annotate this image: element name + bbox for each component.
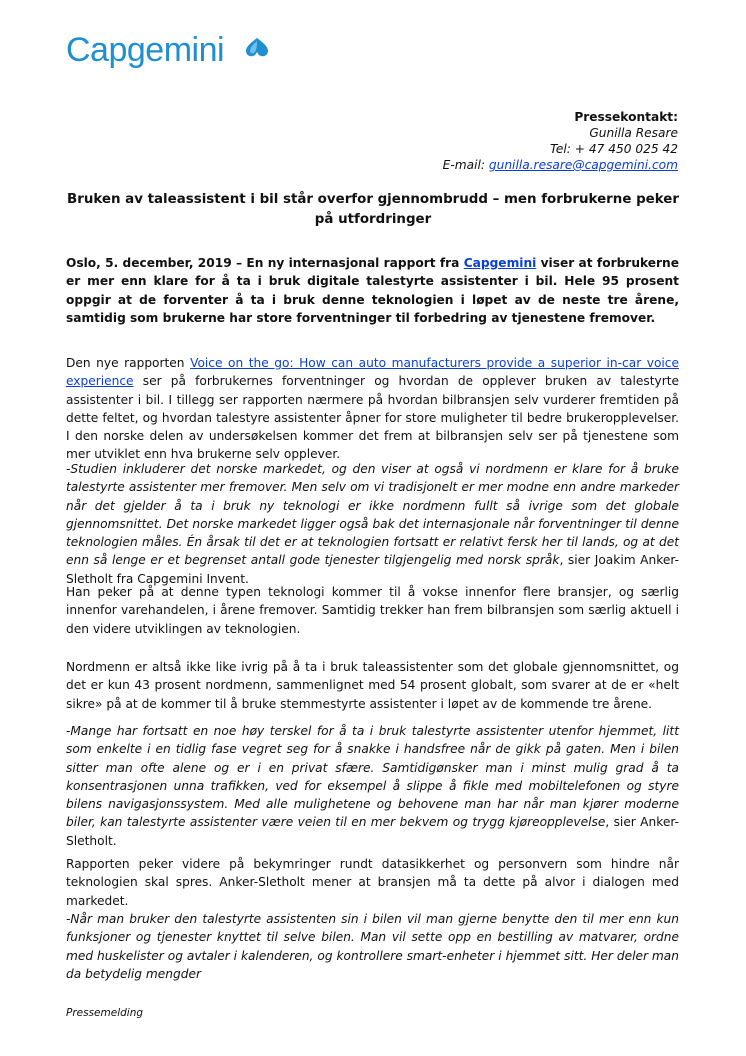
press-contact (443, 109, 678, 173)
capgemini-link[interactable]: Capgemini (463, 256, 537, 270)
contact-title: Pressekontakt: (574, 110, 678, 124)
contact-email-line (443, 157, 678, 173)
paragraph-privacy: Rapporten peker videre på bekymringer rundt datasikkerhet og personvern som hindre når teknologien skal spres. Anker-Sletholt mener at bransjen må ta dette på alvor i dialogen med markedet. (66, 857, 679, 908)
quote-paragraph-1 (66, 460, 679, 588)
spade-icon (244, 37, 270, 59)
paragraph-industries: Han peker på at denne typen teknologi kommer til å vokse innenfor flere bransjer, og særlig innenfor varehandelen, i årene fremover. Samtidig trekker han frem bilbransjen som særlig aktuell i den videre utviklingen av teknologien. (66, 585, 679, 636)
lead-paragraph (66, 254, 679, 327)
quote2-italic: -Mange har fortsatt en noe høy terskel for å ta i bruk talestyrte assistenter utenfor hjemmet, litt som enkelte i en tidlig fase vegret seg for å snakke i handsfree når de gikk på gaten. Men i bilen sitter man ofte alene og er i en privat sfære. Samtidigønsker man i minst mulig grad å ta konsentrasjonen unna trafikken, ved for eksempel å slippe å fikle med mobiltelefonen og styre bilens navigasjonssystem. Med alle mulighetene og behovene man har når man kjører moderne biler, kan talestyrte assistenter være veien til en mer bekvem og trygg kjøreopplevelse (66, 724, 679, 830)
lead-text-1: Oslo, 5. december, 2019 – En ny internasjonal rapport fra (66, 256, 464, 270)
page-footer: Pressemelding (66, 1007, 144, 1019)
capgemini-logo (66, 30, 224, 80)
p1-text-2: ser på forbrukernes forventninger og hvordan de opplever bruken av talestyrte assistenter i bil. I tillegg ser rapporten nærmere på hvordan bilbransjen selv vurderer fremtiden på dette feltet, og hvordan talestyre assistenter åpner for store muligheter til bedre brukeropplevelser. I den norske delen av undersøkelsen kommer det frem at bilbransjen selv ser på tjenestene som mer utviklet enn hva brukerne selv opplever. (66, 374, 679, 462)
report-link[interactable]: Voice on the go: How can auto manufacturers provide a superior in-car voice experience (66, 356, 679, 389)
paragraph-statistics: Nordmenn er altså ikke like ivrig på å ta i bruk taleassistenter som det globale gjennomsnittet, og det er kun 43 prosent nordmenn, sammenlignet med 54 prosent globalt, som svarer at de er «helt sikre» på at de kommer til å bruke stemmestyrte assistenter i løpet av de kommende tre årene. (66, 660, 679, 711)
contact-name: Gunilla Resare (589, 126, 678, 140)
paragraph-report (66, 354, 679, 464)
quote-paragraph-3: -Når man bruker den talestyrte assistenten sin i bilen vil man gjerne benytte den til mer enn kun funksjoner og tjenester knyttet til selve bilen. Man vil sette opp en bestilling av matvarer, ordne med huskelister og avtaler i kalenderen, og kontrollere smart-enheter i hjemmet sitt. Her deler man da betydelig mengder (66, 912, 679, 981)
email-label: E-mail: (442, 158, 489, 172)
quote1-attribution: , sier Joakim Anker-Sletholt fra Capgemini Invent. (66, 553, 679, 586)
quote-paragraph-2 (66, 722, 679, 850)
quote1-italic: -Studien inkluderer det norske markedet, og den viser at også vi nordmenn er klare for å bruke talestyrte assistenter mer fremover. Men selv om vi tradisjonelt er mer modne enn andre markeder når det gjelder å ta i bruk ny teknologi er ikke nordmenn fullt så ivrige som det globale gjennomsnittet. Det norske markedet ligger også bak det internasjonale når forventninger til denne teknologien måles. Én årsak til det er at teknologien fortsatt er relativt fersk her til lands, og at det enn så lenge er et begrenset antall gode tjenester tilgjengelig med norsk språk (66, 462, 679, 568)
contact-phone: Tel: + 47 450 025 42 (549, 142, 678, 156)
quote2-attribution: , sier Anker-Sletholt. (66, 815, 679, 848)
page-title: Bruken av taleassistent i bil står overfor gjennombrudd – men forbrukerne peker på utfordringer (67, 192, 679, 227)
logo-wordmark: Capgemini (66, 31, 225, 69)
email-link[interactable]: gunilla.resare@capgemini.com (488, 158, 678, 172)
p1-text-1: Den nye rapporten (66, 356, 191, 370)
lead-text-2: viser at forbrukerne er mer enn klare for å ta i bruk digitale talestyrte assistenter i bil. Hele 95 prosent oppgir at de forventer å ta i bruk denne teknologien i løpet av de neste tre årene, samtidig som brukerne har store forventninger til forbedring av tjenestene fremover. (66, 256, 679, 325)
